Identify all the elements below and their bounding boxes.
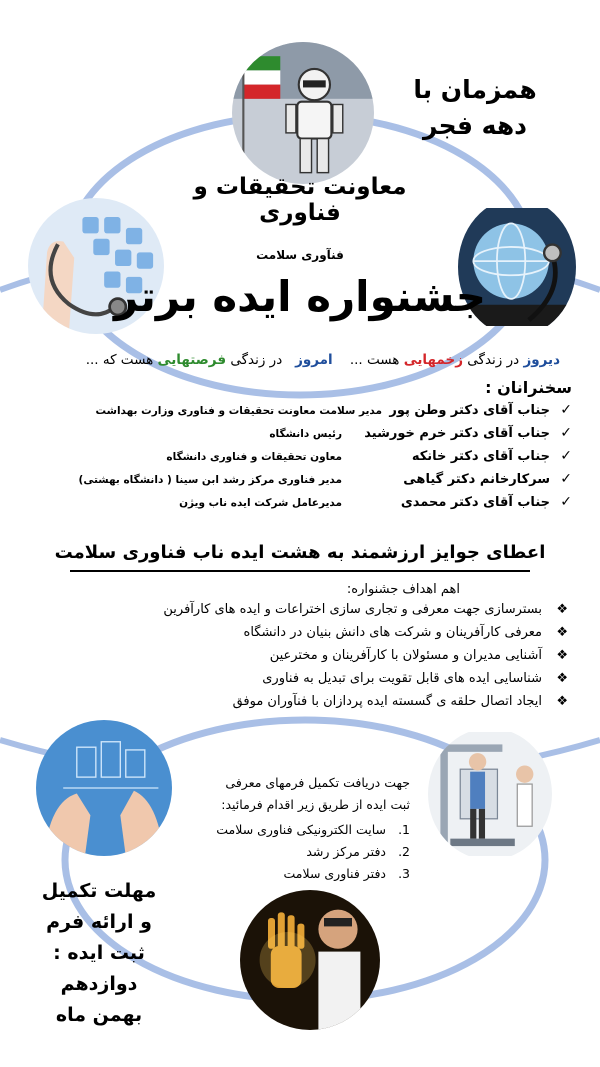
award-underline — [70, 570, 530, 572]
organization-title: معاونت تحقیقات و فناوری — [193, 174, 407, 226]
deadline-line-3: ثبت ایده : — [53, 942, 145, 964]
goal-text: بسترسازی جهت معرفی و تجاری سازی اختراعات و ایده های کارآفرین — [163, 602, 542, 617]
hamzaman-line-1: همزمان با — [413, 75, 537, 104]
goal-item — [48, 602, 568, 625]
goals-title: اهم اهداف جشنواره: — [346, 582, 460, 597]
registration-item-number: 1. — [398, 822, 410, 837]
registration-intro-line-1: جهت دریافت تکمیل فرمهای معرفی — [225, 775, 410, 790]
speaker-position: مدیر سلامت معاونت تحقیقات و فناوری وزارت بهداشت — [95, 405, 382, 417]
speaker-item — [12, 471, 572, 494]
tagline — [20, 352, 560, 368]
goal-item — [48, 625, 568, 648]
speaker-name: جناب آقای دکتر وطن پور — [389, 403, 550, 418]
speaker-position: معاون تحقیقات و فناوری دانشگاه — [166, 451, 342, 463]
check-icon: ✓ — [560, 425, 572, 441]
tagline-word-today: امروز — [295, 352, 333, 368]
registration-intro — [210, 772, 410, 816]
diamond-bullet-icon: ❖ — [556, 648, 568, 663]
speaker-position: مدیر فناوری مرکز رشد ابن سینا ( دانشگاه بهشتی) — [78, 474, 342, 486]
goal-text: شناسایی ایده های قابل تقویت برای تبدیل به فناوری — [262, 671, 542, 686]
speakers-title: سخنرانان : — [485, 378, 572, 397]
goal-text: معرفی کارآفرینان و شرکت های دانش بنیان در دانشگاه — [243, 625, 542, 640]
speakers-list — [12, 402, 572, 517]
speaker-position: رئیس دانشگاه — [269, 428, 342, 440]
registration-item-number: 2. — [398, 844, 410, 859]
speaker-name: جناب آقای دکتر خرم خورشید — [364, 426, 550, 441]
speaker-item — [12, 425, 572, 448]
registration-list — [210, 822, 410, 888]
deadline-line-1: مهلت تکمیل — [41, 880, 157, 902]
speaker-name: سرکارخانم دکتر گیاهی — [403, 472, 550, 487]
registration-item — [210, 866, 410, 888]
goal-text: ایجاد اتصال حلقه ی گسسته ایده پردازان با فنآوران موفق — [232, 694, 542, 709]
tagline-text-3: در زندگی — [230, 352, 283, 368]
scientist-glowing-hand-photo — [240, 890, 380, 1030]
registration-item-text: سایت الکترونیکی فناوری سلامت — [216, 822, 386, 837]
tagline-text-1: در زندگی — [467, 352, 520, 368]
diamond-bullet-icon: ❖ — [556, 671, 568, 686]
award-heading: اعطای جوایز ارزشمند به هشت ایده ناب فناوری سلامت — [54, 542, 546, 563]
tagline-word-yesterday: دیروز — [523, 352, 560, 368]
speaker-position: مدیرعامل شرکت ایده ناب ویژن — [179, 497, 342, 509]
check-icon: ✓ — [560, 494, 572, 510]
deadline-line-2: و ارائه فرم — [46, 911, 152, 933]
goal-text: آشنایی مدیران و مسئولان با کارآفرینان و مخترعین — [269, 648, 542, 663]
hamzaman-line-2: دهه فجر — [423, 111, 527, 140]
registration-intro-line-2: ثبت ایده از طریق زیر اقدام فرمائید: — [221, 797, 410, 812]
check-icon: ✓ — [560, 448, 572, 464]
deadline-line-4: دوازدهم — [60, 973, 138, 995]
deadline-block — [34, 876, 164, 1031]
diamond-bullet-icon: ❖ — [556, 602, 568, 617]
speaker-name: جناب آقای دکتر محمدی — [400, 495, 550, 510]
diamond-bullet-icon: ❖ — [556, 694, 568, 709]
speaker-item — [12, 402, 572, 425]
tagline-word-opportunities: فرصتهایی — [157, 352, 227, 368]
touchscreen-hands-photo — [36, 720, 172, 856]
registration-item-number: 3. — [398, 866, 410, 881]
check-icon: ✓ — [560, 471, 572, 487]
diamond-bullet-icon: ❖ — [556, 625, 568, 640]
goals-list — [48, 602, 568, 717]
festival-subtitle: فنآوری سلامت — [256, 248, 344, 262]
tagline-text-2: هست ... — [349, 352, 400, 368]
registration-item — [210, 822, 410, 844]
goal-item — [48, 671, 568, 694]
hamzaman-heading — [405, 72, 545, 144]
speaker-name: جناب آقای دکتر خانکه — [411, 449, 550, 464]
tagline-text-4: هست که ... — [85, 352, 154, 368]
festival-title: جشنواره ایده برتر — [113, 272, 487, 321]
speaker-item — [12, 494, 572, 517]
goal-item — [48, 694, 568, 717]
goal-item — [48, 648, 568, 671]
registration-item — [210, 844, 410, 866]
speaker-item — [12, 448, 572, 471]
check-icon: ✓ — [560, 402, 572, 418]
tagline-word-wounds: زخمهایی — [403, 352, 463, 368]
robot-photo — [232, 42, 374, 184]
registration-item-text: دفتر مرکز رشد — [306, 844, 386, 859]
deadline-line-5: بهمن ماه — [55, 1004, 143, 1026]
registration-item-text: دفتر فناوری سلامت — [283, 866, 386, 881]
rehab-device-photo — [428, 728, 552, 860]
